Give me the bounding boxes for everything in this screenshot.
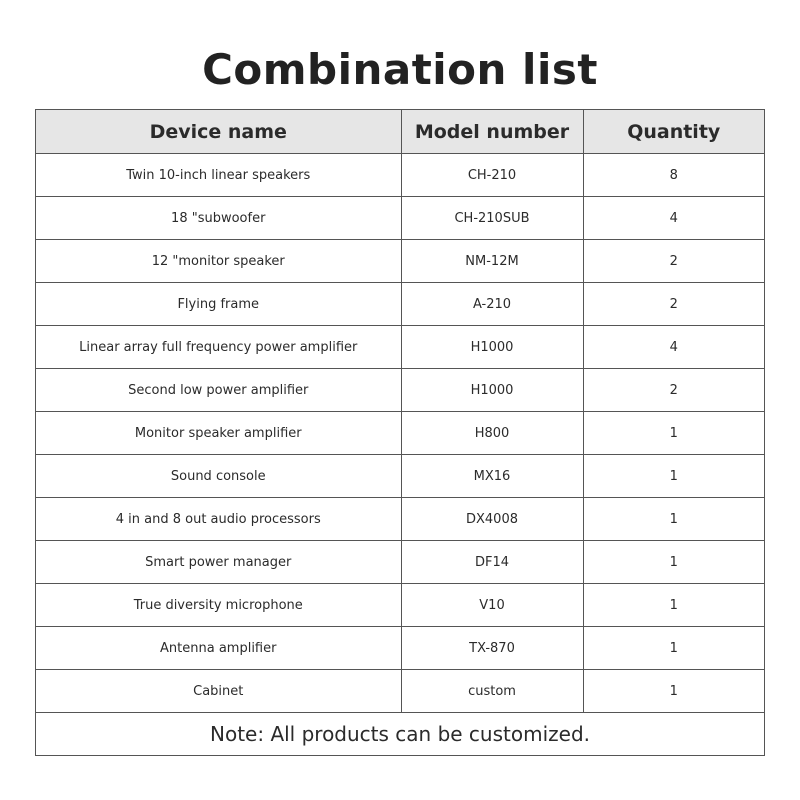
customization-note: Note: All products can be customized. xyxy=(36,713,764,756)
header-quantity: Quantity xyxy=(583,110,764,154)
model-number-cell: H1000 xyxy=(401,369,583,412)
table-row xyxy=(36,670,764,713)
model-number-cell: custom xyxy=(401,670,583,713)
table-row xyxy=(36,283,764,326)
model-number-cell: NM-12M xyxy=(401,240,583,283)
model-number-cell: H800 xyxy=(401,412,583,455)
quantity-cell: 4 xyxy=(583,326,764,369)
device-name-cell: Monitor speaker amplifier xyxy=(36,412,401,455)
table-row xyxy=(36,240,764,283)
model-number-cell: V10 xyxy=(401,584,583,627)
table-row xyxy=(36,541,764,584)
table-row xyxy=(36,197,764,240)
table-row xyxy=(36,584,764,627)
quantity-cell: 4 xyxy=(583,197,764,240)
quantity-cell: 1 xyxy=(583,584,764,627)
quantity-cell: 1 xyxy=(583,670,764,713)
table-row xyxy=(36,455,764,498)
table-row xyxy=(36,627,764,670)
device-name-cell: Sound console xyxy=(36,455,401,498)
note-row xyxy=(36,713,764,756)
device-name-cell: Antenna amplifier xyxy=(36,627,401,670)
device-name-cell: Second low power amplifier xyxy=(36,369,401,412)
quantity-cell: 2 xyxy=(583,240,764,283)
table-row xyxy=(36,154,764,197)
quantity-cell: 1 xyxy=(583,627,764,670)
page-title: Combination list xyxy=(202,45,598,94)
quantity-cell: 2 xyxy=(583,283,764,326)
quantity-cell: 1 xyxy=(583,541,764,584)
model-number-cell: MX16 xyxy=(401,455,583,498)
model-number-cell: DX4008 xyxy=(401,498,583,541)
table-row xyxy=(36,326,764,369)
quantity-cell: 1 xyxy=(583,412,764,455)
table-header-row xyxy=(36,110,764,154)
table-row xyxy=(36,369,764,412)
quantity-cell: 1 xyxy=(583,498,764,541)
combination-table xyxy=(35,109,765,756)
device-name-cell: Twin 10-inch linear speakers xyxy=(36,154,401,197)
device-name-cell: 18 "subwoofer xyxy=(36,197,401,240)
model-number-cell: CH-210 xyxy=(401,154,583,197)
quantity-cell: 1 xyxy=(583,455,764,498)
device-name-cell: Linear array full frequency power amplifier xyxy=(36,326,401,369)
device-name-cell: Smart power manager xyxy=(36,541,401,584)
device-name-cell: Cabinet xyxy=(36,670,401,713)
model-number-cell: CH-210SUB xyxy=(401,197,583,240)
device-name-cell: True diversity microphone xyxy=(36,584,401,627)
header-device-name: Device name xyxy=(36,110,401,154)
model-number-cell: A-210 xyxy=(401,283,583,326)
header-model-number: Model number xyxy=(401,110,583,154)
model-number-cell: DF14 xyxy=(401,541,583,584)
device-name-cell: 12 "monitor speaker xyxy=(36,240,401,283)
table-row xyxy=(36,412,764,455)
quantity-cell: 8 xyxy=(583,154,764,197)
model-number-cell: H1000 xyxy=(401,326,583,369)
model-number-cell: TX-870 xyxy=(401,627,583,670)
quantity-cell: 2 xyxy=(583,369,764,412)
device-name-cell: 4 in and 8 out audio processors xyxy=(36,498,401,541)
device-name-cell: Flying frame xyxy=(36,283,401,326)
table-row xyxy=(36,498,764,541)
